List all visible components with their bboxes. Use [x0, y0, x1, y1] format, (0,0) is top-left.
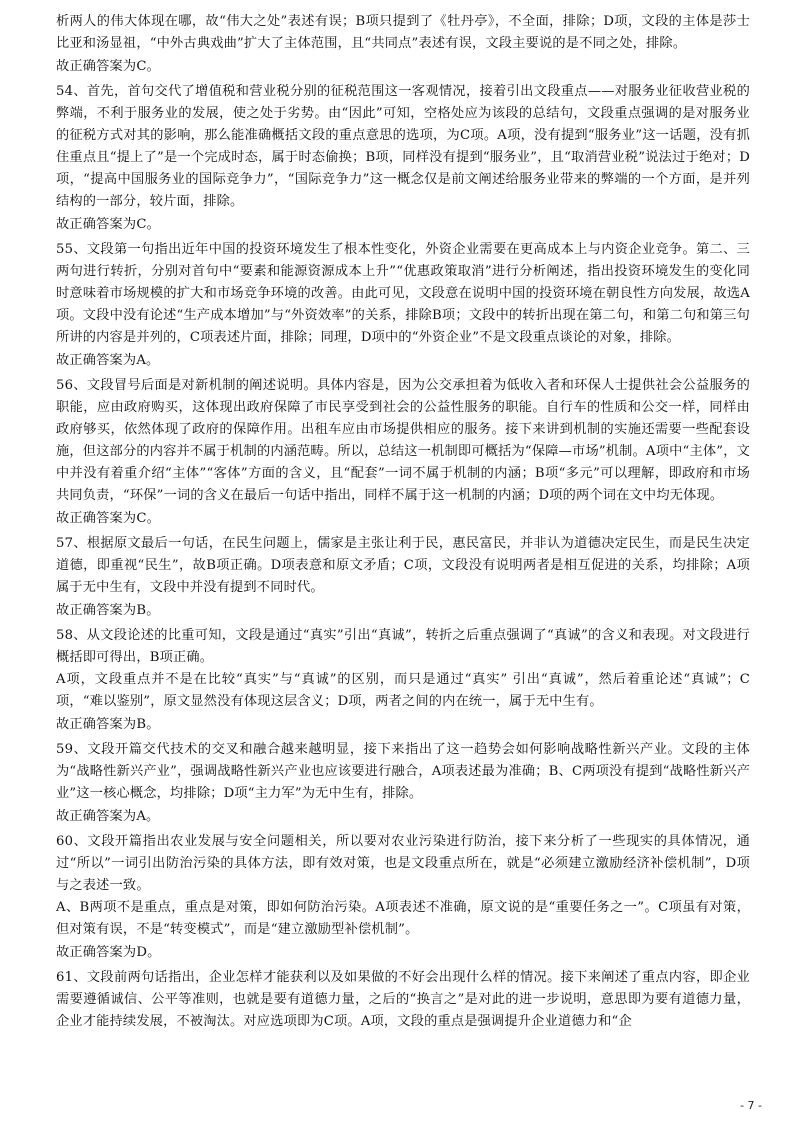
answer-line: 故正确答案为A。	[56, 809, 160, 824]
answer-line: 故正确答案为B。	[56, 603, 160, 618]
explanation-paragraph: 61、文段前两句话指出，企业怎样才能获利以及如果做的不好会出现什么样的情况。接下来阐述了重点内容，即企业需要遵循诚信、公平等准则，也就是要有道德力量，之后的“换言之”是对此的进一步说明，意思即为要有道德力量，企业才能持续发展，不被淘汰。对应选项即为C项。A项，文段的重点是强调提升企业道德力和“企	[56, 970, 750, 1029]
explanation-paragraph: 56、文段冒号后面是对新机制的阐述说明。具体内容是，因为公交承担着为低收入者和环保人士提供社会公益服务的职能，应由政府购买，这体现出政府保障了市民享受到社会的公益性服务的职能。自行车的性质和公交一样，同样由政府够买，依然体现了政府的保障作用。出租车应由市场提供相应的服务。接下来讲到机制的实施还需要一些配套设施，但这部分的内容并不属于机制的内涵范畴。所以，总结这一机制即可概括为“保障—市场”机制。A项中“主体”，文中并没有着重介绍“主体”“客体”方面的含义，且“配套”一词不属于机制的内涵；B项“多元”可以理解，即政府和市场共同负责，“环保”一词的含义在最后一句话中指出，同样不属于这一机制的内涵；D项的两个词在文中均无体现。	[56, 378, 750, 503]
explanation-paragraph: 57、根据原文最后一句话，在民生问题上，儒家是主张让利于民，惠民富民，并非认为道德决定民生，而是民生决定道德，即重视“民生”，故B项正确。D项表意和原文矛盾；C项，文段没有说明两者是相互促进的关系，均排除；A项属于无中生有，文段中并没有提到不同时代。	[56, 536, 750, 595]
explanation-paragraph: 58、从文段论述的比重可知，文段是通过“真实”引出“真诚”，转折之后重点强调了“真诚”的含义和表现。对文段进行概括即可得出，B项正确。	[56, 628, 750, 665]
explanation-paragraph: A、B两项不是重点，重点是对策，即如何防治污染。A项表述不准确，原文说的是“重要任务之一”。C项虽有对策，但对策有误，不是“转变模式”，而是“建立激励型补偿机制”。	[56, 900, 750, 937]
answer-line: 故正确答案为A。	[56, 353, 160, 368]
explanation-paragraph: A项，文段重点并不是在比较“真实”与“真诚”的区别，而只是通过“真实” 引出“真诚”，然后着重论述“真诚”；C项，“难以鉴别”，原文显然没有体现这层含义；D项，两者之间的内在统一，属于无中生有。	[56, 672, 750, 709]
answer-line: 故正确答案为C。	[56, 511, 161, 526]
page-number: - 7 -	[740, 1099, 762, 1112]
answer-line: 故正确答案为C。	[56, 59, 161, 74]
answer-line: 故正确答案为D。	[56, 945, 161, 960]
explanation-paragraph: 54、首先，首句交代了增值税和营业税分别的征税范围这一客观情况，接着引出文段重点——对服务业征收营业税的弊端，不利于服务业的发展，使之处于劣势。由“因此”可知，空格处应为该段的总结句，文段重点强调的是对服务业的征税方式对其的影响，那么能准确概括文段的重点意思的选项，为C项。A项，没有提到“服务业”这一话题，没有抓住重点且“提上了”是一个完成时态，属于时态偷换；B项，同样没有提到“服务业”，且“取消营业税”说法过于绝对；D项，“提高中国服务业的国际竞争力”，“国际竞争力”这一概念仅是前文阐述给服务业带来的弊端的一个方面，是并列结构的一部分，较片面，排除。	[56, 84, 750, 209]
explanation-paragraph: 55、文段第一句指出近年中国的投资环境发生了根本性变化，外资企业需要在更高成本上与内资企业竞争。第二、三两句进行转折，分别对首句中“要素和能源资源成本上升”“优惠政策取消”进行分析阐述，指出投资环境发生的变化同时意味着市场规模的扩大和市场竞争环境的改善。由此可见，文段意在说明中国的投资环境在朝良性方向发展，故选A项。文段中没有论述“生产成本增加”与“外资效率”的关系，排除B项；文段中的转折出现在第二句，和第二句和第三句所讲的内容是并列的，C项表述片面，排除；同理，D项中的“外资企业”不是文段重点谈论的对象，排除。	[56, 242, 750, 345]
explanation-paragraph: 析两人的伟大体现在哪，故“伟大之处”表述有误；B项只提到了《牡丹亭》，不全面，排除；D项，文段的主体是莎士比亚和汤显祖，“中外古典戏曲”扩大了主体范围，且“共同点”表述有误，文段主要说的是不同之处，排除。	[56, 14, 750, 51]
answer-line: 故正确答案为C。	[56, 217, 161, 232]
answer-line: 故正确答案为B。	[56, 717, 160, 732]
explanation-paragraph: 59、文段开篇交代技术的交叉和融合越来越明显，接下来指出了这一趋势会如何影响战略性新兴产业。文段的主体为“战略性新兴产业”，强调战略性新兴产业也应该要进行融合，A项表述最为准确；B、C两项没有提到“战略性新兴产业”这一核心概念，均排除；D项“主力军”为无中生有，排除。	[56, 742, 750, 801]
document-body	[56, 11, 750, 1033]
explanation-paragraph: 60、文段开篇指出农业发展与安全问题相关，所以要对农业污染进行防治，接下来分析了一些现实的具体情况，通过“所以”一词引出防治污染的具体方法，即有效对策，也是文段重点所在，就是“必须建立激励经济补偿机制”，D项与之表述一致。	[56, 834, 750, 893]
